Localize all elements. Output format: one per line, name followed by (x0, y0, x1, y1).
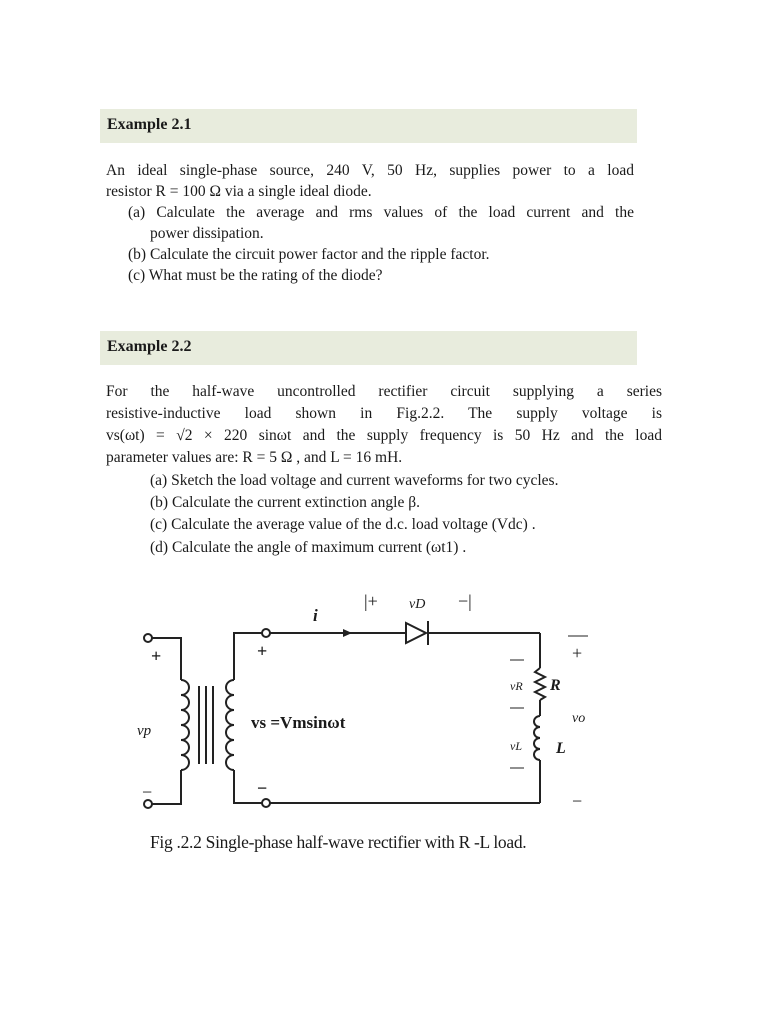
ex2-question-b: (b) Calculate the current extinction angle β. (150, 494, 420, 511)
label-output-plus: + (572, 643, 583, 663)
secondary-bottom-terminal (262, 799, 270, 807)
ex2-question-d: (d) Calculate the angle of maximum current (ωt1) . (150, 539, 467, 556)
label-diode-plus: |+ (364, 591, 378, 611)
label-secondary-minus: − (257, 778, 268, 798)
label-primary-minus: − (142, 782, 153, 802)
resistor-symbol (535, 668, 545, 700)
label-current-i: i (313, 606, 318, 625)
secondary-top-terminal (262, 629, 270, 637)
ex1-question-a-line1: (a) Calculate the average and rms values of the load current and the (128, 204, 634, 221)
ex1-question-c: (c) What must be the rating of the diode? (128, 267, 383, 284)
label-inductor-L: L (556, 740, 566, 757)
primary-winding (181, 680, 189, 770)
ex2-question-a: (a) Sketch the load voltage and current waveforms for two cycles. (150, 472, 559, 489)
diode-symbol (406, 623, 426, 643)
ex1-question-a-line2: power dissipation. (150, 225, 264, 242)
label-output-voltage: vo (572, 711, 586, 726)
ex1-line1: An ideal single-phase source, 240 V, 50 Hz, supplies power to a load (106, 162, 634, 179)
label-primary-voltage: vp (137, 723, 152, 739)
label-resistor-R: R (550, 677, 561, 694)
label-secondary-plus: + (257, 641, 268, 661)
ex2-line3: vs(ωt) = √2 × 220 sinωt and the supply frequency is 50 Hz and the load (106, 427, 662, 444)
current-arrow-icon (343, 629, 352, 637)
ex2-question-c: (c) Calculate the average value of the d.c. load voltage (Vdc) . (150, 516, 536, 533)
ex1-line2: resistor R = 100 Ω via a single ideal diode. (106, 183, 372, 200)
label-source-equation: vs =Vmsinωt (251, 713, 346, 732)
label-diode-minus: −| (458, 591, 472, 611)
label-vL: vL (510, 739, 522, 753)
example-2-2-title: Example 2.2 (107, 338, 192, 355)
inductor-symbol (534, 716, 540, 760)
ex1-question-b: (b) Calculate the circuit power factor and the ripple factor. (128, 246, 490, 263)
label-vR: vR (510, 679, 523, 693)
label-diode-voltage: vD (409, 597, 426, 612)
label-output-minus: − (572, 791, 583, 811)
ex2-line4: parameter values are: R = 5 Ω , and L = 16 mH. (106, 449, 403, 466)
primary-top-terminal (144, 634, 152, 642)
secondary-winding (226, 680, 234, 770)
figure-caption: Fig .2.2 Single-phase half-wave rectifier with R -L load. (150, 832, 527, 852)
example-2-1-title: Example 2.1 (107, 116, 192, 133)
ex2-line2: resistive-inductive load shown in Fig.2.2. The supply voltage is (106, 405, 662, 422)
label-primary-plus: + (151, 646, 162, 666)
ex2-line1: For the half-wave uncontrolled rectifier circuit supplying a series (106, 383, 662, 400)
